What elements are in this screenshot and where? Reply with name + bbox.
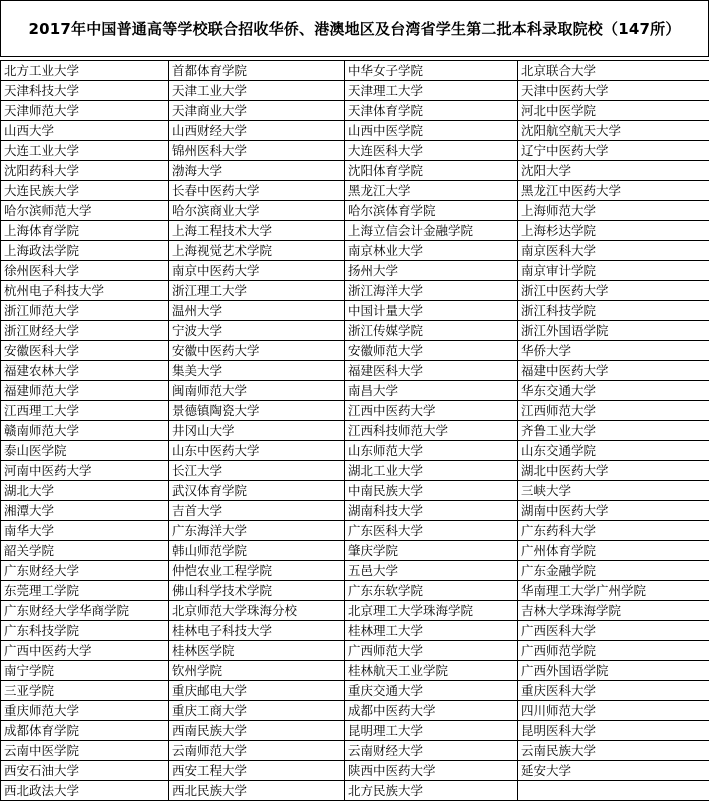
- table-cell: 广东金融学院: [518, 561, 709, 581]
- table-cell: 山东中医药大学: [169, 441, 345, 461]
- table-cell: 南京审计学院: [518, 261, 709, 281]
- table-cell: 上海师范大学: [518, 201, 709, 221]
- table-cell: 西安工程大学: [169, 761, 345, 781]
- table-cell: 桂林电子科技大学: [169, 621, 345, 641]
- table-cell: 杭州电子科技大学: [1, 281, 169, 301]
- table-cell: 昆明医科大学: [518, 721, 709, 741]
- table-cell: 广州体育学院: [518, 541, 709, 561]
- table-cell: 广西师范学院: [518, 641, 709, 661]
- table-row: [1, 141, 709, 161]
- table-row: [1, 321, 709, 341]
- table-row: [1, 781, 709, 801]
- table-cell: 西南民族大学: [169, 721, 345, 741]
- university-table: [0, 60, 709, 801]
- table-cell: 浙江传媒学院: [345, 321, 518, 341]
- table-cell: 湘潭大学: [1, 501, 169, 521]
- table-cell: 湖北中医药大学: [518, 461, 709, 481]
- table-cell: 三亚学院: [1, 681, 169, 701]
- table-cell: 锦州医科大学: [169, 141, 345, 161]
- table-cell: 沈阳药科大学: [1, 161, 169, 181]
- table-cell: 华侨大学: [518, 341, 709, 361]
- table-cell: 江西理工大学: [1, 401, 169, 421]
- table-cell: 上海杉达学院: [518, 221, 709, 241]
- table-cell: 天津中医药大学: [518, 81, 709, 101]
- table-cell: 渤海大学: [169, 161, 345, 181]
- table-cell: 南京林业大学: [345, 241, 518, 261]
- table-cell: 延安大学: [518, 761, 709, 781]
- table-cell: 西北民族大学: [169, 781, 345, 801]
- table-cell: 广东财经大学华商学院: [1, 601, 169, 621]
- table-row: [1, 61, 709, 81]
- university-table-body: [1, 61, 709, 801]
- table-cell: 徐州医科大学: [1, 261, 169, 281]
- table-cell: 重庆医科大学: [518, 681, 709, 701]
- table-cell: 北方民族大学: [345, 781, 518, 801]
- table-cell: 华南理工大学广州学院: [518, 581, 709, 601]
- table-cell: 泰山医学院: [1, 441, 169, 461]
- table-row: [1, 641, 709, 661]
- table-row: [1, 441, 709, 461]
- table-cell: 云南中医学院: [1, 741, 169, 761]
- table-cell: 闽南师范大学: [169, 381, 345, 401]
- table-cell: 吉林大学珠海学院: [518, 601, 709, 621]
- table-cell: 上海立信会计金融学院: [345, 221, 518, 241]
- table-cell: 华东交通大学: [518, 381, 709, 401]
- table-cell: 福建师范大学: [1, 381, 169, 401]
- table-row: [1, 501, 709, 521]
- table-cell: 浙江科技学院: [518, 301, 709, 321]
- table-cell: 重庆邮电大学: [169, 681, 345, 701]
- table-row: [1, 621, 709, 641]
- table-row: [1, 161, 709, 181]
- table-cell: 天津体育学院: [345, 101, 518, 121]
- table-cell: 北京师范大学珠海分校: [169, 601, 345, 621]
- table-cell: 上海体育学院: [1, 221, 169, 241]
- table-cell: 广东海洋大学: [169, 521, 345, 541]
- table-cell: 山西财经大学: [169, 121, 345, 141]
- table-row: [1, 741, 709, 761]
- table-row: [1, 481, 709, 501]
- table-cell: 南昌大学: [345, 381, 518, 401]
- table-cell: 西安石油大学: [1, 761, 169, 781]
- table-row: [1, 681, 709, 701]
- table-row: [1, 201, 709, 221]
- table-cell: 云南财经大学: [345, 741, 518, 761]
- table-cell: 浙江海洋大学: [345, 281, 518, 301]
- table-cell: 云南师范大学: [169, 741, 345, 761]
- table-cell: 天津工业大学: [169, 81, 345, 101]
- table-cell: 吉首大学: [169, 501, 345, 521]
- table-cell: 江西科技师范大学: [345, 421, 518, 441]
- table-cell: 成都体育学院: [1, 721, 169, 741]
- table-cell: 浙江理工大学: [169, 281, 345, 301]
- table-cell: 江西中医药大学: [345, 401, 518, 421]
- table-cell: 桂林理工大学: [345, 621, 518, 641]
- table-cell: 广东医科大学: [345, 521, 518, 541]
- table-row: [1, 121, 709, 141]
- table-cell: 温州大学: [169, 301, 345, 321]
- document-title: 2017年中国普通高等学校联合招收华侨、港澳地区及台湾省学生第二批本科录取院校（147所）: [0, 0, 709, 57]
- table-cell: 仲恺农业工程学院: [169, 561, 345, 581]
- table-cell: 首都体育学院: [169, 61, 345, 81]
- table-cell: 辽宁中医药大学: [518, 141, 709, 161]
- table-row: [1, 81, 709, 101]
- table-cell: 沈阳体育学院: [345, 161, 518, 181]
- table-cell: 沈阳航空航天大学: [518, 121, 709, 141]
- table-cell: 广东药科大学: [518, 521, 709, 541]
- table-row: [1, 561, 709, 581]
- table-cell: 广西外国语学院: [518, 661, 709, 681]
- table-cell: 浙江师范大学: [1, 301, 169, 321]
- table-cell: 重庆师范大学: [1, 701, 169, 721]
- table-cell: 湖北工业大学: [345, 461, 518, 481]
- table-row: [1, 721, 709, 741]
- table-cell: 哈尔滨体育学院: [345, 201, 518, 221]
- table-cell: 长江大学: [169, 461, 345, 481]
- table-cell: 安徽中医药大学: [169, 341, 345, 361]
- table-cell: 广东财经大学: [1, 561, 169, 581]
- table-cell: 上海工程技术大学: [169, 221, 345, 241]
- table-cell: 天津科技大学: [1, 81, 169, 101]
- table-cell: 陕西中医药大学: [345, 761, 518, 781]
- table-cell: 扬州大学: [345, 261, 518, 281]
- table-cell: 北京理工大学珠海学院: [345, 601, 518, 621]
- table-cell: 天津理工大学: [345, 81, 518, 101]
- table-cell: 昆明理工大学: [345, 721, 518, 741]
- table-cell: 浙江财经大学: [1, 321, 169, 341]
- table-cell: 福建中医药大学: [518, 361, 709, 381]
- table-cell: 大连民族大学: [1, 181, 169, 201]
- table-cell: 韶关学院: [1, 541, 169, 561]
- table-cell: 中南民族大学: [345, 481, 518, 501]
- table-row: [1, 281, 709, 301]
- table-row: [1, 401, 709, 421]
- table-cell: 湖南科技大学: [345, 501, 518, 521]
- table-cell: 广西师范大学: [345, 641, 518, 661]
- table-cell: 山东师范大学: [345, 441, 518, 461]
- table-cell: 河南中医药大学: [1, 461, 169, 481]
- table-cell: 重庆工商大学: [169, 701, 345, 721]
- table-cell: 桂林航天工业学院: [345, 661, 518, 681]
- table-cell: 广西中医药大学: [1, 641, 169, 661]
- table-cell: 山西中医学院: [345, 121, 518, 141]
- table-row: [1, 521, 709, 541]
- table-row: [1, 701, 709, 721]
- table-cell: 南华大学: [1, 521, 169, 541]
- table-cell: 韩山师范学院: [169, 541, 345, 561]
- table-cell: 哈尔滨师范大学: [1, 201, 169, 221]
- table-cell: 钦州学院: [169, 661, 345, 681]
- table-cell: 集美大学: [169, 361, 345, 381]
- table-cell: 湖北大学: [1, 481, 169, 501]
- table-cell: 武汉体育学院: [169, 481, 345, 501]
- table-cell: 天津商业大学: [169, 101, 345, 121]
- table-row: [1, 541, 709, 561]
- table-cell: 广东科技学院: [1, 621, 169, 641]
- table-cell: 河北中医学院: [518, 101, 709, 121]
- table-row: [1, 601, 709, 621]
- table-row: [1, 761, 709, 781]
- table-cell: 北京联合大学: [518, 61, 709, 81]
- table-row: [1, 341, 709, 361]
- table-row: [1, 361, 709, 381]
- table-row: [1, 461, 709, 481]
- table-cell: 哈尔滨商业大学: [169, 201, 345, 221]
- table-cell: 中国计量大学: [345, 301, 518, 321]
- table-cell: 湖南中医药大学: [518, 501, 709, 521]
- table-cell: 云南民族大学: [518, 741, 709, 761]
- table-cell: 大连医科大学: [345, 141, 518, 161]
- table-cell: 黑龙江大学: [345, 181, 518, 201]
- table-row: [1, 301, 709, 321]
- table-cell: 黑龙江中医药大学: [518, 181, 709, 201]
- table-cell: 东莞理工学院: [1, 581, 169, 601]
- table-cell: 福建农林大学: [1, 361, 169, 381]
- table-cell: 四川师范大学: [518, 701, 709, 721]
- table-cell: 齐鲁工业大学: [518, 421, 709, 441]
- table-cell: 山西大学: [1, 121, 169, 141]
- table-cell: 江西师范大学: [518, 401, 709, 421]
- table-cell: 浙江中医药大学: [518, 281, 709, 301]
- table-cell: 大连工业大学: [1, 141, 169, 161]
- table-row: [1, 101, 709, 121]
- table-cell: 三峡大学: [518, 481, 709, 501]
- table-cell: 北方工业大学: [1, 61, 169, 81]
- table-cell: 景德镇陶瓷大学: [169, 401, 345, 421]
- table-cell: 五邑大学: [345, 561, 518, 581]
- table-cell: 南京医科大学: [518, 241, 709, 261]
- table-row: [1, 261, 709, 281]
- table-cell: 广西医科大学: [518, 621, 709, 641]
- table-cell: 长春中医药大学: [169, 181, 345, 201]
- table-cell: 上海视觉艺术学院: [169, 241, 345, 261]
- table-cell: 中华女子学院: [345, 61, 518, 81]
- table-row: [1, 421, 709, 441]
- table-cell: 成都中医药大学: [345, 701, 518, 721]
- table-cell: 南宁学院: [1, 661, 169, 681]
- table-cell: 佛山科学技术学院: [169, 581, 345, 601]
- table-cell: 山东交通学院: [518, 441, 709, 461]
- table-row: [1, 221, 709, 241]
- table-cell: 浙江外国语学院: [518, 321, 709, 341]
- table-cell: 桂林医学院: [169, 641, 345, 661]
- table-cell: 肇庆学院: [345, 541, 518, 561]
- table-cell: 广东东软学院: [345, 581, 518, 601]
- table-row: [1, 661, 709, 681]
- table-cell: 天津师范大学: [1, 101, 169, 121]
- table-cell: 赣南师范大学: [1, 421, 169, 441]
- table-row: [1, 181, 709, 201]
- table-cell: 安徽师范大学: [345, 341, 518, 361]
- table-cell: 安徽医科大学: [1, 341, 169, 361]
- table-row: [1, 581, 709, 601]
- table-cell: 福建医科大学: [345, 361, 518, 381]
- table-cell: 井冈山大学: [169, 421, 345, 441]
- table-cell: 南京中医药大学: [169, 261, 345, 281]
- table-cell: 沈阳大学: [518, 161, 709, 181]
- table-cell: 重庆交通大学: [345, 681, 518, 701]
- table-cell: 上海政法学院: [1, 241, 169, 261]
- table-row: [1, 381, 709, 401]
- table-cell: 宁波大学: [169, 321, 345, 341]
- table-row: [1, 241, 709, 261]
- table-cell: [518, 781, 709, 801]
- table-cell: 西北政法大学: [1, 781, 169, 801]
